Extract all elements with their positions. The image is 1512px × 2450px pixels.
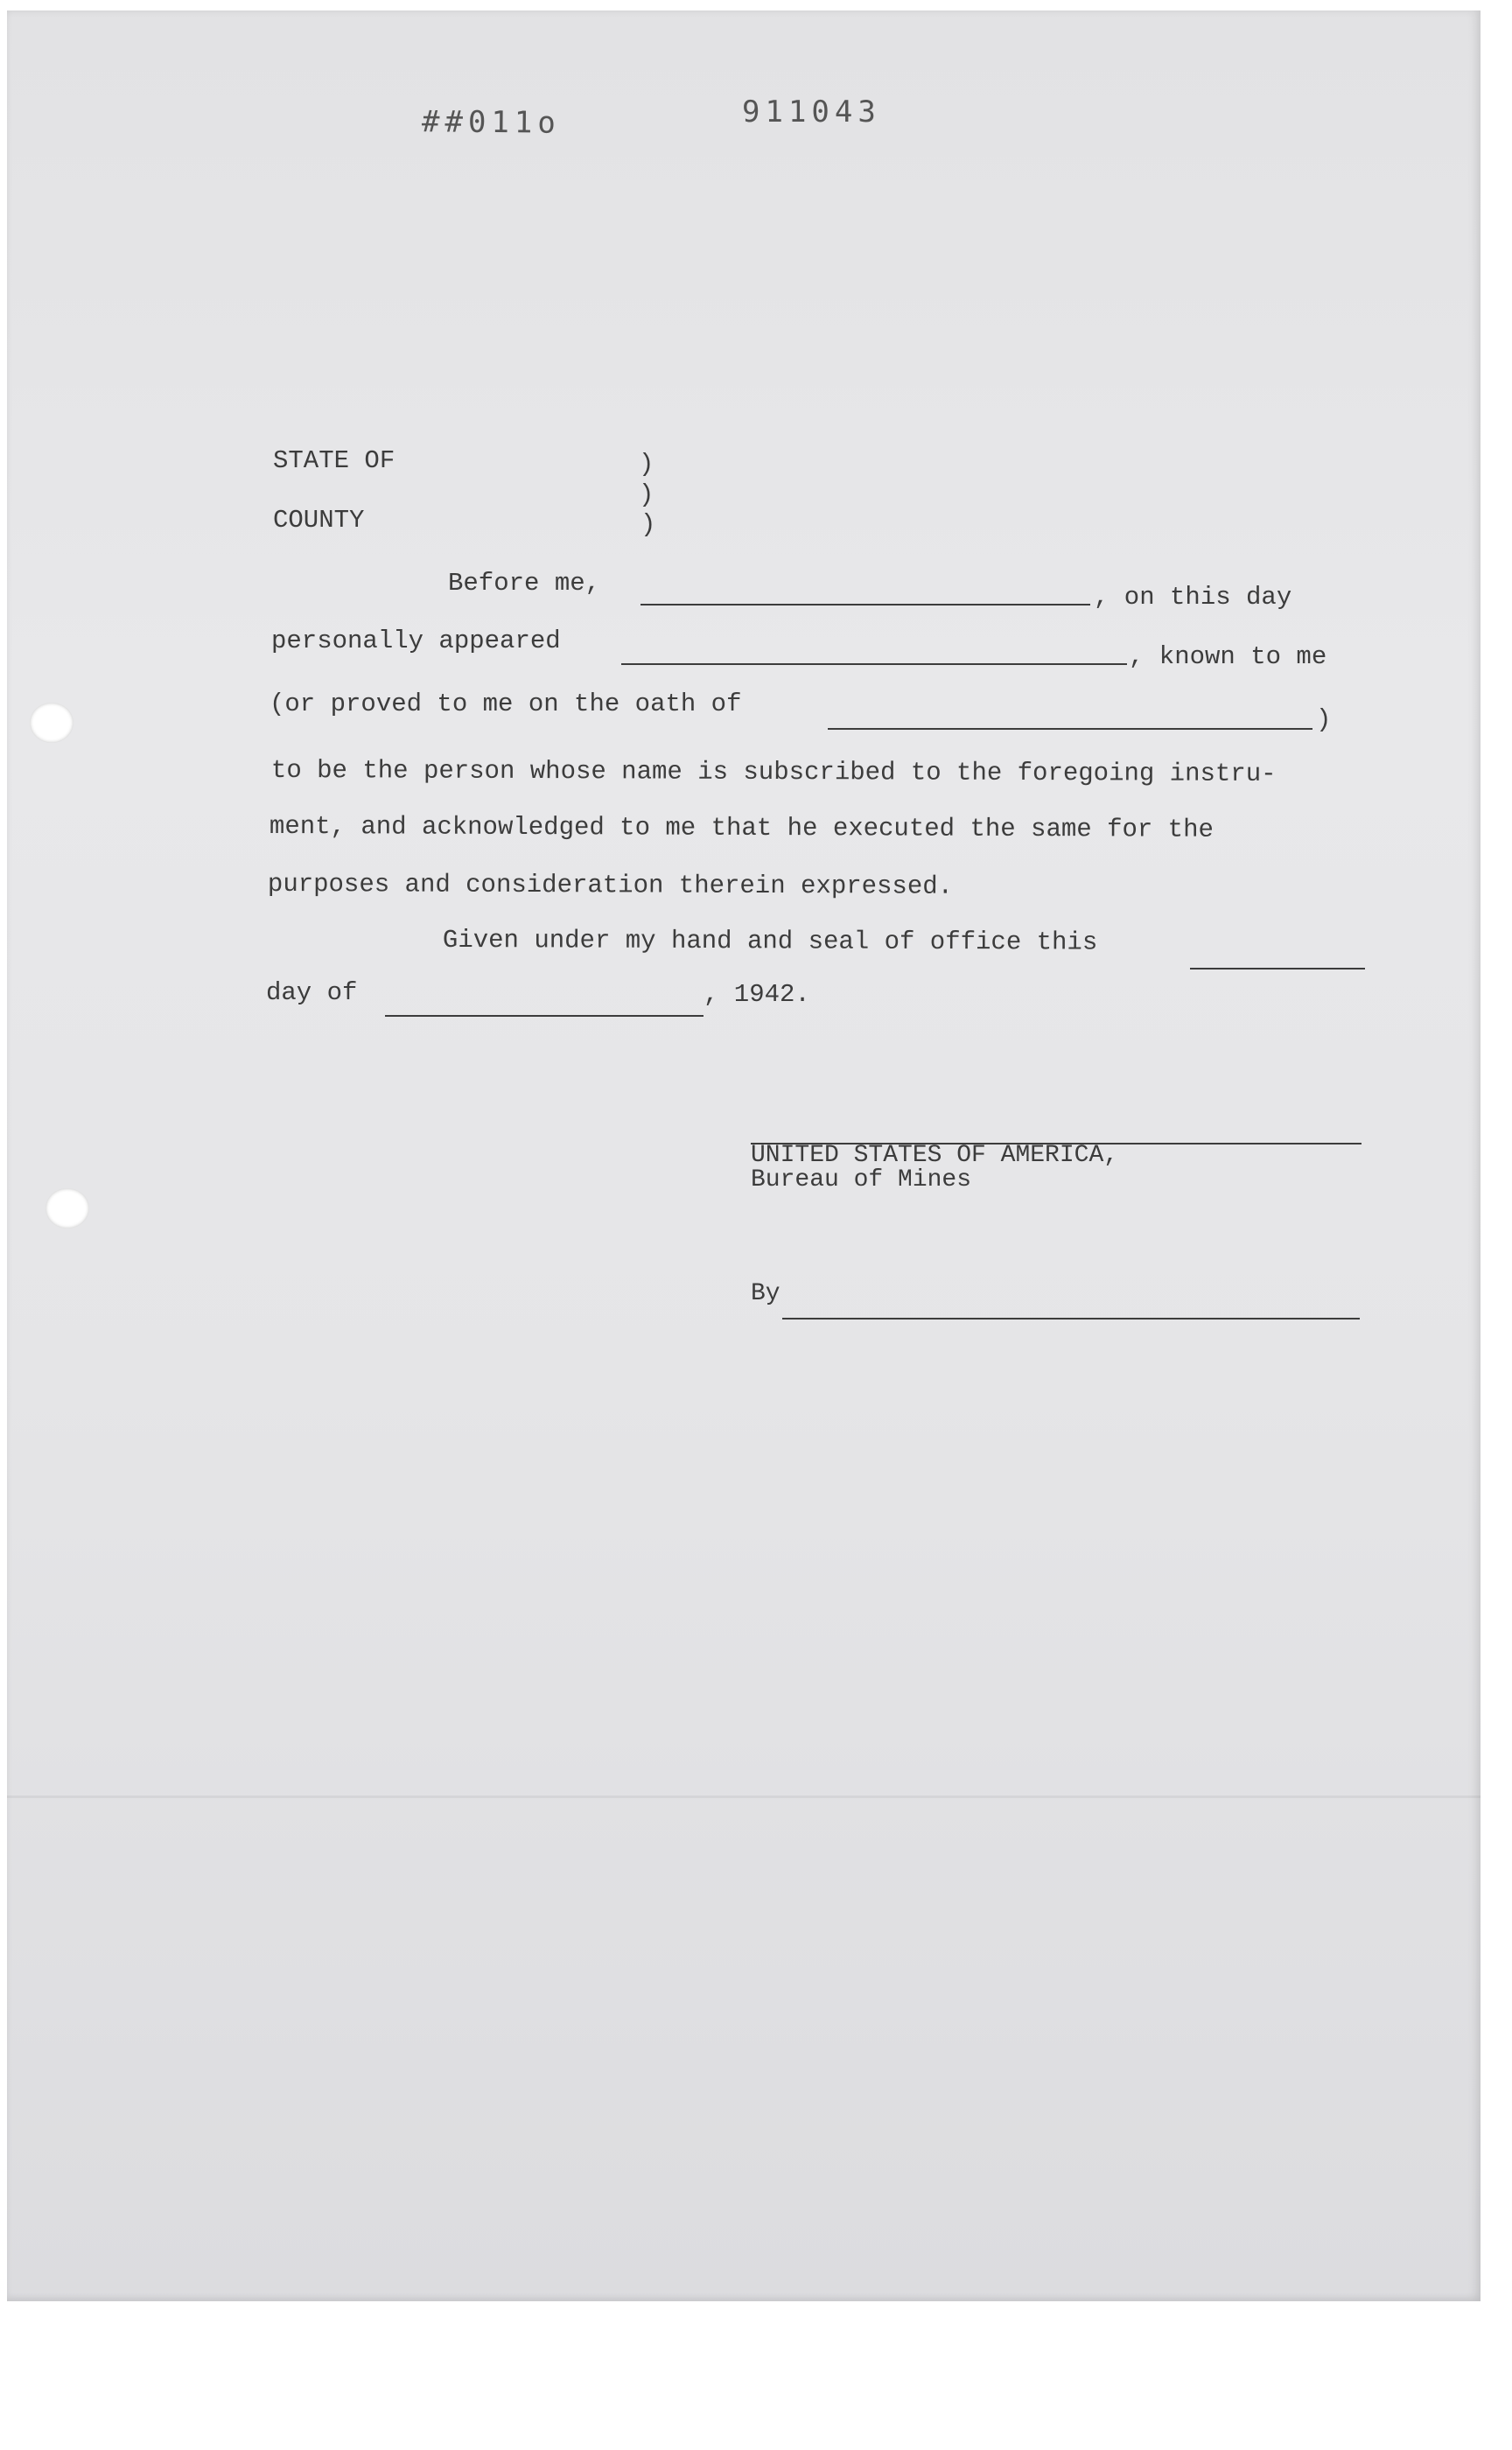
signature-line-by: [782, 1318, 1360, 1320]
given-under-hand-text: Given under my hand and seal of office this: [442, 926, 1098, 957]
body-line-5: ment, and acknowledged to me that he executed the same for the: [269, 812, 1214, 844]
org-name-line-1: UNITED STATES OF AMERICA,: [751, 1142, 1119, 1169]
paper-fold-line: [7, 1796, 1480, 1798]
known-to-me-text: , known to me: [1129, 642, 1327, 671]
stamp-number-left: ##011o: [421, 104, 561, 141]
venue-bracket-3: ): [640, 510, 656, 539]
oath-witness-blank: [828, 728, 1312, 730]
personally-appeared-text: personally appeared: [271, 626, 561, 655]
stamp-number-right: 911043: [742, 94, 881, 130]
state-label: STATE OF: [273, 446, 396, 475]
before-me-text: Before me,: [448, 569, 601, 598]
oath-of-text: (or proved to me on the oath of: [270, 690, 742, 718]
appearing-person-blank: [621, 663, 1127, 665]
venue-bracket-1: ): [639, 450, 654, 479]
by-label: By: [751, 1280, 780, 1307]
month-blank: [385, 1015, 704, 1017]
org-name-line-2: Bureau of Mines: [751, 1166, 972, 1194]
day-number-blank: [1190, 968, 1365, 970]
body-line-4: to be the person whose name is subscribed to the foregoing instru-: [270, 756, 1277, 789]
document-sheet: [7, 10, 1480, 2301]
county-label: COUNTY: [273, 506, 365, 535]
punch-hole-lower: [46, 1188, 89, 1228]
venue-bracket-2: ): [639, 480, 654, 509]
day-of-text: day of: [266, 978, 358, 1007]
on-this-day-text: , on this day: [1094, 583, 1292, 612]
year-text: , 1942.: [704, 980, 810, 1009]
oath-close-paren: ): [1316, 705, 1332, 734]
body-line-6: purposes and consideration therein expressed.: [267, 870, 954, 901]
punch-hole-upper: [30, 703, 74, 743]
notary-name-blank: [640, 604, 1090, 606]
